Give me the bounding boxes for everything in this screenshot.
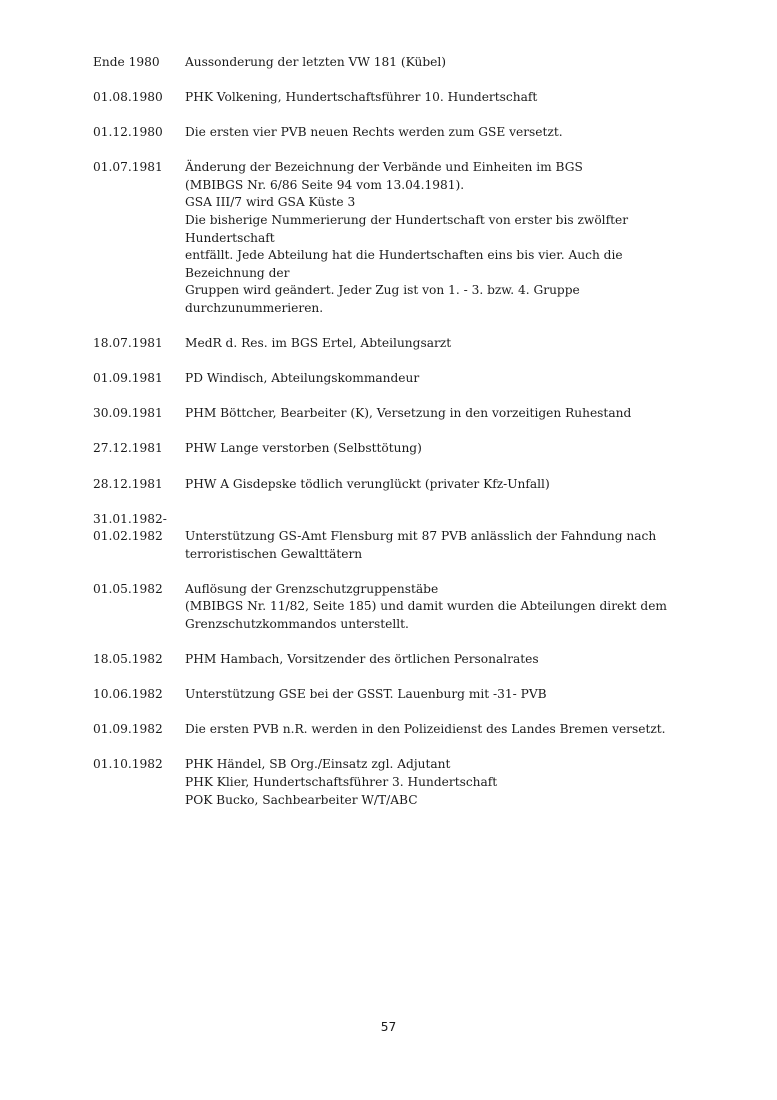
entry-text: PHK Volkening, Hundertschaftsführer 10. Hundertschaft [185, 90, 538, 105]
chronology-entry [93, 370, 693, 388]
entry-date: 28.12.1981 [93, 476, 163, 491]
entry-date: 10.06.1982 [93, 687, 163, 702]
chronology-list [93, 54, 693, 827]
chronology-entry [93, 89, 693, 107]
entry-date: 31.01.1982- 01.02.1982 [93, 511, 167, 544]
entry-text: Änderung der Bezeichnung der Verbände und Einheiten im BGS (MBIBGS Nr. 6/86 Seite 94 vom 13.04.1981). GSA III/7 wird GSA Küste 3 Die bisherige Nummerierung der Hundertschaft von erster bis zwölfter Hundertschaft entfällt. Jede Abteilung hat die Hundertschaften eins bis vier. Auch die Bezeichnung der Gruppen wird geändert. Jeder Zug ist von 1. - 3. bzw. 4. Gruppe durchzunummerieren. [185, 160, 629, 316]
chronology-entry [93, 405, 693, 423]
chronology-entry [93, 124, 693, 142]
chronology-entry [93, 476, 693, 494]
entry-date: 01.08.1980 [93, 90, 163, 105]
chronology-entry [93, 756, 693, 809]
entry-date: 01.10.1982 [93, 757, 163, 772]
entry-date: 01.09.1981 [93, 371, 163, 386]
chronology-entry [93, 54, 693, 72]
entry-date: 01.07.1981 [93, 160, 163, 175]
entry-date: Ende 1980 [93, 55, 160, 69]
chronology-entry [93, 581, 693, 634]
entry-date: 18.07.1981 [93, 336, 163, 351]
entry-text: PHK Händel, SB Org./Einsatz zgl. Adjutant PHK Klier, Hundertschaftsführer 3. Hundertschaft POK Bucko, Sachbearbeiter W/T/ABC [185, 757, 498, 807]
entry-date: 27.12.1981 [93, 441, 163, 456]
chronology-entry [93, 721, 693, 739]
chronology-entry [93, 159, 693, 317]
chronology-entry [93, 686, 693, 704]
entry-text: Die ersten vier PVB neuen Rechts werden zum GSE versetzt. [185, 125, 563, 140]
chronology-entry [93, 440, 693, 458]
chronology-entry [93, 335, 693, 353]
chronology-entry [93, 511, 693, 564]
entry-text: PHW A Gisdepske tödlich verunglückt (privater Kfz-Unfall) [185, 476, 550, 491]
entry-text: MedR d. Res. im BGS Ertel, Abteilungsarzt [185, 336, 452, 351]
entry-text: PD Windisch, Abteilungskommandeur [185, 371, 420, 386]
entry-date: 01.05.1982 [93, 581, 163, 596]
entry-date: 30.09.1981 [93, 406, 163, 421]
entry-date: 01.09.1982 [93, 722, 163, 737]
entry-text: PHW Lange verstorben (Selbsttötung) [185, 441, 422, 456]
entry-text: PHM Hambach, Vorsitzender des örtlichen Personalrates [185, 652, 539, 667]
entry-date: 18.05.1982 [93, 652, 163, 667]
entry-date: 01.12.1980 [93, 125, 163, 140]
entry-text: PHM Böttcher, Bearbeiter (K), Versetzung in den vorzeitigen Ruhestand [185, 406, 632, 421]
entry-text: Unterstützung GSE bei der GSST. Lauenburg mit -31- PVB [185, 687, 547, 702]
chronology-entry [93, 651, 693, 669]
entry-text: Auflösung der Grenzschutzgruppenstäbe (MBIBGS Nr. 11/82, Seite 185) und damit wurden die Abteilungen direkt dem Grenzschutzkommandos unterstellt. [185, 581, 667, 632]
entry-text: Die ersten PVB n.R. werden in den Polizeidienst des Landes Bremen versetzt. [185, 722, 666, 737]
entry-text: Aussonderung der letzten VW 181 (Kübel) [185, 55, 446, 69]
page-number: 57 [380, 1020, 397, 1034]
entry-text: Unterstützung GS-Amt Flensburg mit 87 PVB anlässlich der Fahndung nach terroristischen Gewalttätern [185, 529, 657, 561]
